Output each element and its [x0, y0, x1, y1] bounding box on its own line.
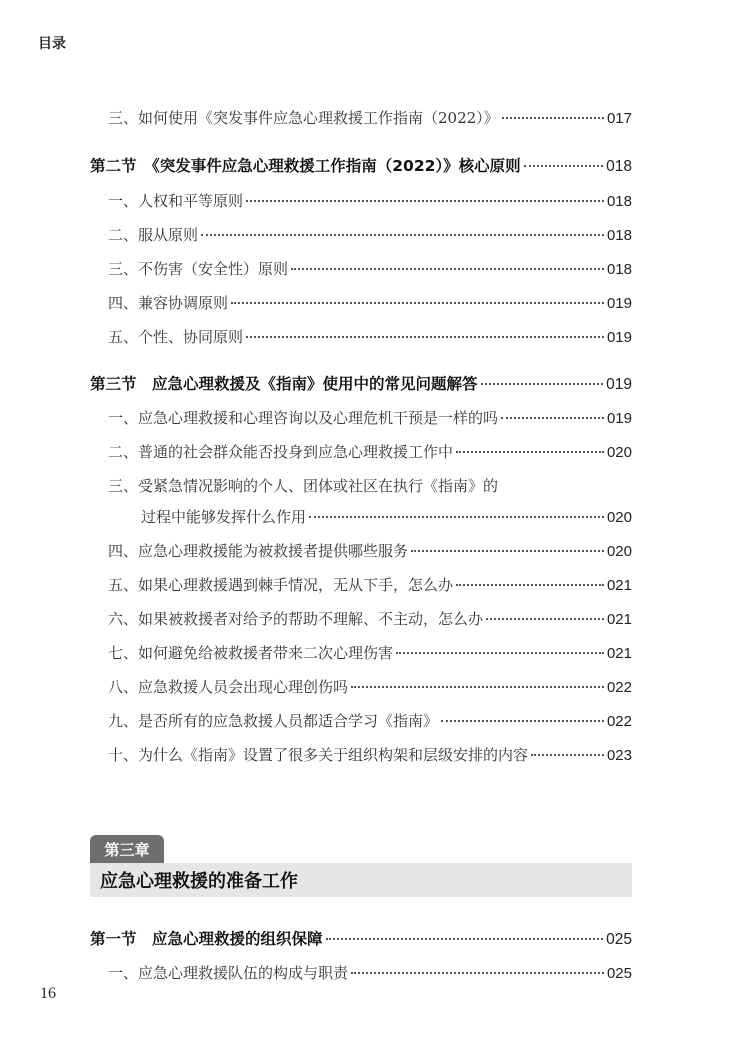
dot-leader [524, 164, 603, 167]
toc-section-entry[interactable] [90, 374, 632, 395]
toc-entry-title: 二、普通的社会群众能否投身到应急心理救援工作中 [108, 443, 454, 461]
toc-entry-title: 一、人权和平等原则 [108, 192, 244, 210]
toc-entry[interactable] [90, 575, 632, 596]
toc-entry[interactable] [90, 225, 632, 246]
toc-entry-title: 一、应急心理救援和心理咨询以及心理危机干预是一样的吗 [108, 409, 499, 427]
toc-entry-title: 九、是否所有的应急救援人员都适合学习《指南》 [108, 712, 439, 730]
toc-section-page: 019 [606, 376, 632, 393]
toc-entry-page: 022 [606, 713, 632, 730]
dot-leader [326, 937, 604, 940]
dot-leader [351, 971, 604, 974]
dot-leader [531, 753, 604, 756]
toc-section-title: 第一节 应急心理救援的组织保障 [90, 930, 323, 948]
dot-leader [201, 233, 604, 236]
toc-entry[interactable] [90, 408, 632, 429]
page-number: 16 [40, 985, 56, 1002]
toc-entry-page: 017 [606, 110, 632, 127]
toc-entry-title: 二、服从原则 [108, 226, 199, 244]
toc-entry-title: 三、不伤害（安全性）原则 [108, 260, 289, 278]
toc-entry-continuation[interactable] [90, 507, 632, 528]
toc-entry[interactable] [90, 293, 632, 314]
toc-entry[interactable] [90, 677, 632, 698]
toc-section-title: 第二节 《突发事件应急心理救援工作指南（2022）》核心原则 [90, 157, 521, 175]
toc-entry-title: 五、如果心理救援遇到棘手情况，无从下手，怎么办 [108, 576, 454, 594]
dot-leader [231, 301, 604, 304]
toc-entry-page: 018 [606, 193, 632, 210]
toc-entry[interactable] [90, 259, 632, 280]
chapter-title[interactable]: 应急心理救援的准备工作 [90, 863, 632, 897]
toc-entry[interactable] [90, 541, 632, 562]
toc-section-page: 018 [606, 158, 632, 175]
toc-entry-page: 023 [606, 747, 632, 764]
chapter-badge: 第三章 [90, 835, 164, 863]
toc-section-page: 025 [606, 931, 632, 948]
toc-entry[interactable] [90, 609, 632, 630]
toc-entry-page: 021 [606, 611, 632, 628]
toc-entry-page: 025 [606, 965, 632, 982]
toc-section-entry[interactable] [90, 156, 632, 177]
toc-entry-page: 021 [606, 577, 632, 594]
toc-entry[interactable] [90, 327, 632, 348]
toc-entry-title: 五、个性、协同原则 [108, 328, 244, 346]
dot-leader [396, 651, 604, 654]
toc-section-title: 第三节 应急心理救援及《指南》使用中的常见问题解答 [90, 375, 478, 393]
toc-entry-page: 021 [606, 645, 632, 662]
toc-entry-page: 018 [606, 227, 632, 244]
toc-entry-page: 020 [606, 543, 632, 560]
toc-entry-title: 一、应急心理救援队伍的构成与职责 [108, 964, 349, 982]
toc-entry[interactable] [90, 711, 632, 732]
toc-entry-page: 019 [606, 410, 632, 427]
dot-leader [502, 116, 604, 119]
toc-entry[interactable] [90, 442, 632, 463]
toc-entry-title: 四、兼容协调原则 [108, 294, 229, 312]
toc-entry-title: 八、应急救援人员会出现心理创伤吗 [108, 678, 349, 696]
running-head: 目录 [38, 36, 66, 52]
dot-leader [501, 416, 604, 419]
toc-entry-title: 三、如何使用《突发事件应急心理救援工作指南（2022）》 [108, 109, 499, 127]
toc-entry-page: 019 [606, 295, 632, 312]
dot-leader [246, 335, 604, 338]
toc-entry-page: 018 [606, 261, 632, 278]
toc-entry-page: 020 [606, 509, 632, 526]
dot-leader [456, 450, 604, 453]
toc-entry-multiline[interactable] [90, 476, 632, 496]
toc-entry-page: 020 [606, 444, 632, 461]
toc-entry-title: 四、应急心理救援能为被救援者提供哪些服务 [108, 542, 409, 560]
toc-entry[interactable] [90, 963, 632, 984]
toc-entry-title: 六、如果被救援者对给予的帮助不理解、不主动，怎么办 [108, 610, 484, 628]
dot-leader [351, 685, 604, 688]
dot-leader [309, 515, 604, 518]
toc-entry-title: 七、如何避免给被救援者带来二次心理伤害 [108, 644, 394, 662]
dot-leader [246, 199, 604, 202]
toc-entry-title: 三、受紧急情况影响的个人、团体或社区在执行《指南》的 [108, 477, 499, 495]
toc-entry[interactable] [90, 108, 632, 129]
toc-entry-page: 022 [606, 679, 632, 696]
toc-entry-title: 十、为什么《指南》设置了很多关于组织构架和层级安排的内容 [108, 746, 529, 764]
dot-leader [411, 549, 604, 552]
toc-entry[interactable] [90, 191, 632, 212]
dot-leader [441, 719, 604, 722]
dot-leader [486, 617, 604, 620]
dot-leader [456, 583, 604, 586]
toc-entry[interactable] [90, 745, 632, 766]
dot-leader [291, 267, 604, 270]
toc-section-entry[interactable] [90, 929, 632, 950]
toc-entry[interactable] [90, 643, 632, 664]
dot-leader [481, 382, 604, 385]
toc-entry-page: 019 [606, 329, 632, 346]
toc-entry-title-continued: 过程中能够发挥什么作用 [141, 508, 307, 526]
